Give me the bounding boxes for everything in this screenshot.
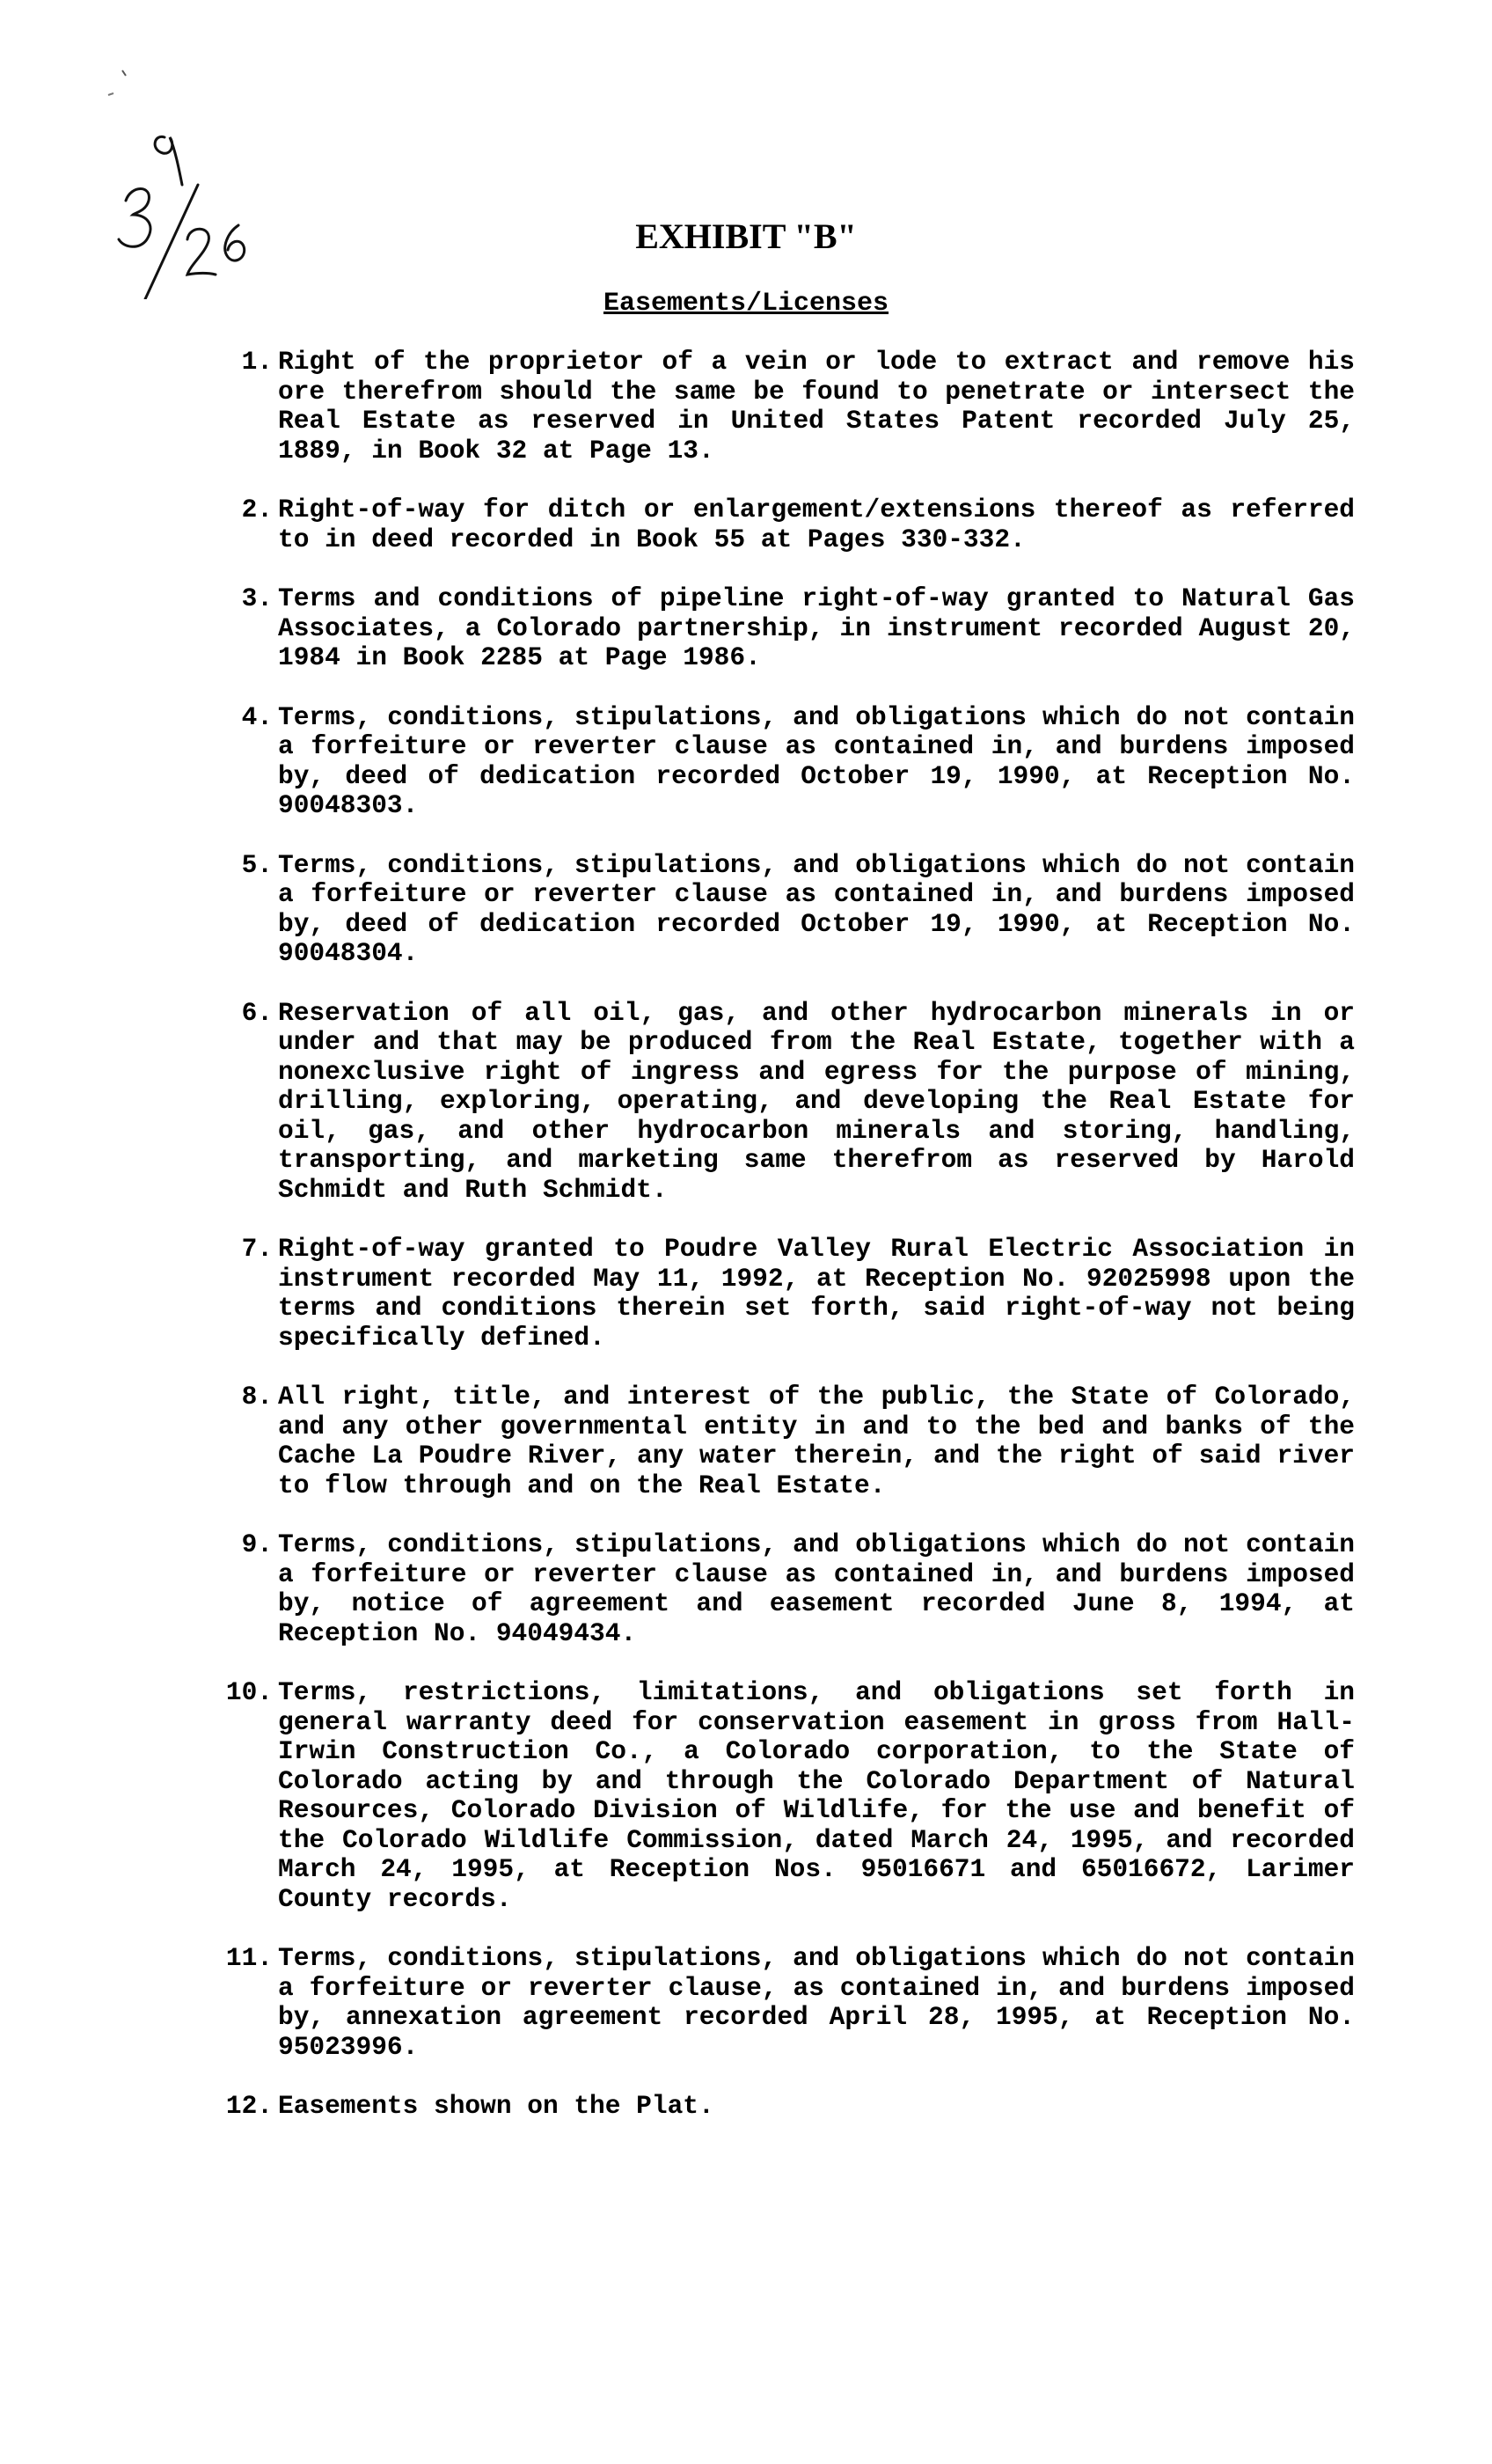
list-item — [176, 1235, 1355, 1353]
item-text: Terms, restrictions, limitations, and obligations set forth in general warranty deed for conservation easement in gross from Hall-Irwin Construction Co., a Colorado corporation, to the State of Colorado acting by and through the Colorado Department of Natural Resources, Colorado Division of Wildlife, for the use and benefit of the Colorado Wildlife Commission, dated March 24, 1995, and recorded March 24, 1995, at Reception Nos. 95016671 and 65016672, Larimer County records. — [278, 1677, 1355, 1914]
item-text: Reservation of all oil, gas, and other hydrocarbon minerals in or under and that may be produced from the Real Estate, together with a nonexclusive right of ingress and egress for the purpose of mining, drilling, exploring, operating, and developing the Real Estate for oil, gas, and other hydrocarbon minerals and storing, handling, transporting, and marketing same therefrom as reserved by Harold Schmidt and Ruth Schmidt. — [278, 997, 1355, 1205]
list-item — [176, 348, 1355, 466]
item-number: 8. — [241, 1382, 273, 1412]
item-text: Terms, conditions, stipulations, and obligations which do not contain a forfeiture or reverter clause as contained in, and burdens imposed by, notice of agreement and easement recorded June 8, 1994, at Reception No. 94049434. — [278, 1529, 1355, 1648]
item-number: 3. — [241, 583, 273, 613]
item-text: Terms and conditions of pipeline right-of-way granted to Natural Gas Associates, a Colorado partnership, in instrument recorded August 20, 1984 in Book 2285 at Page 1986. — [278, 583, 1355, 672]
item-number: 9. — [241, 1529, 273, 1559]
section-subtitle: Easements/Licenses — [603, 289, 889, 319]
item-number: 4. — [241, 701, 273, 732]
item-number: 10. — [225, 1677, 273, 1707]
list-item — [176, 1678, 1355, 1914]
list-item — [176, 1382, 1355, 1500]
item-number: 7. — [241, 1234, 273, 1264]
list-item — [176, 2092, 1355, 2122]
item-text: Right-of-way granted to Poudre Valley Rural Electric Association in instrument recorded May 11, 1992, at Reception No. 92025998 upon the terms and conditions therein set forth, said right-of-way not being specifically defined. — [278, 1234, 1355, 1353]
list-item — [176, 851, 1355, 969]
handwritten-date-annotation — [84, 53, 268, 299]
exhibit-title: EXHIBIT "B" — [635, 216, 857, 256]
list-item — [176, 584, 1355, 673]
item-number: 1. — [241, 347, 273, 377]
item-text: Terms, conditions, stipulations, and obligations which do not contain a forfeiture or reverter clause as contained in, and burdens imposed by, deed of dedication recorded October 19, 1990, at Reception No. 90048303. — [278, 701, 1355, 820]
item-text: All right, title, and interest of the public, the State of Colorado, and any other governmental entity in and to the bed and banks of the Cache La Poudre River, any water therein, and the right of said river to flow through and on the Real Estate. — [278, 1382, 1355, 1500]
list-item — [176, 1530, 1355, 1648]
item-number: 6. — [241, 997, 273, 1028]
list-item — [176, 999, 1355, 1206]
item-text: Terms, conditions, stipulations, and obligations which do not contain a forfeiture or reverter clause as contained in, and burdens imposed by, deed of dedication recorded October 19, 1990, at Reception No. 90048304. — [278, 849, 1355, 968]
item-text: Right-of-way for ditch or enlargement/extensions thereof as referred to in deed recorded in Book 55 at Pages 330-332. — [278, 495, 1355, 554]
list-item — [176, 703, 1355, 821]
item-number: 5. — [241, 849, 273, 880]
easements-list — [176, 348, 1355, 2152]
item-number: 12. — [225, 2091, 273, 2121]
item-number: 2. — [241, 495, 273, 524]
list-item — [176, 495, 1355, 554]
item-number: 11. — [225, 1943, 273, 1973]
item-text: Terms, conditions, stipulations, and obligations which do not contain a forfeiture or reverter clause, as contained in, and burdens imposed by, annexation agreement recorded April 28, 1995, at Reception No. 95023996. — [278, 1943, 1355, 2062]
item-text: Right of the proprietor of a vein or lode to extract and remove his ore therefrom should the same be found to penetrate or intersect the Real Estate as reserved in United States Patent recorded July 25, 1889, in Book 32 at Page 13. — [278, 347, 1355, 466]
list-item — [176, 1944, 1355, 2062]
item-text: Easements shown on the Plat. — [278, 2091, 714, 2121]
